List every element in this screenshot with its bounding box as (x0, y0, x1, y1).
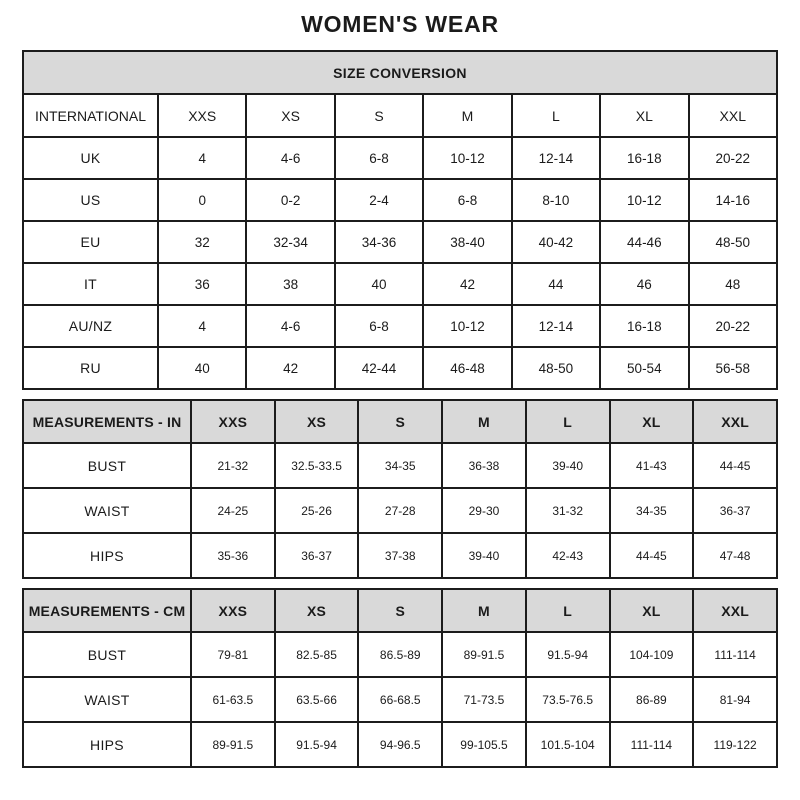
value-cell: 44-46 (600, 221, 688, 263)
column-header-xxl: XXL (693, 589, 777, 632)
value-cell: 39-40 (442, 533, 526, 578)
size-conversion-table (22, 50, 778, 390)
table-row-waist (23, 677, 777, 722)
measurements-in-header-label: MEASUREMENTS - IN (23, 400, 191, 443)
row-label: HIPS (23, 722, 191, 767)
column-header-xl: XL (610, 589, 694, 632)
row-label: IT (23, 263, 158, 305)
value-cell: 73.5-76.5 (526, 677, 610, 722)
column-header-s: S (335, 94, 423, 137)
value-cell: 40 (158, 347, 246, 389)
value-cell: 8-10 (512, 179, 600, 221)
measurements-cm-table (22, 588, 778, 768)
value-cell: 35-36 (191, 533, 275, 578)
value-cell: 89-91.5 (191, 722, 275, 767)
table-row-waist (23, 488, 777, 533)
value-cell: 86-89 (610, 677, 694, 722)
size-conversion-banner: SIZE CONVERSION (23, 51, 777, 94)
column-header-m: M (423, 94, 511, 137)
table-row-bust (23, 632, 777, 677)
column-header-l: L (512, 94, 600, 137)
value-cell: 63.5-66 (275, 677, 359, 722)
column-header-m: M (442, 589, 526, 632)
value-cell: 104-109 (610, 632, 694, 677)
value-cell: 82.5-85 (275, 632, 359, 677)
value-cell: 36 (158, 263, 246, 305)
value-cell: 6-8 (423, 179, 511, 221)
value-cell: 12-14 (512, 305, 600, 347)
value-cell: 4 (158, 137, 246, 179)
column-header-xxs: XXS (191, 400, 275, 443)
value-cell: 25-26 (275, 488, 359, 533)
column-header-xs: XS (275, 400, 359, 443)
table-header-row (23, 94, 777, 137)
row-label: EU (23, 221, 158, 263)
value-cell: 32-34 (246, 221, 334, 263)
value-cell: 79-81 (191, 632, 275, 677)
column-header-xxl: XXL (693, 400, 777, 443)
value-cell: 44 (512, 263, 600, 305)
value-cell: 0-2 (246, 179, 334, 221)
page-title: WOMEN'S WEAR (301, 11, 499, 37)
column-header-xxl: XXL (689, 94, 777, 137)
value-cell: 48-50 (689, 221, 777, 263)
column-header-xxs: XXS (191, 589, 275, 632)
value-cell: 36-37 (693, 488, 777, 533)
table-row-eu (23, 221, 777, 263)
value-cell: 0 (158, 179, 246, 221)
value-cell: 39-40 (526, 443, 610, 488)
value-cell: 91.5-94 (526, 632, 610, 677)
value-cell: 99-105.5 (442, 722, 526, 767)
value-cell: 42-44 (335, 347, 423, 389)
row-label: AU/NZ (23, 305, 158, 347)
row-label: BUST (23, 632, 191, 677)
value-cell: 50-54 (600, 347, 688, 389)
value-cell: 16-18 (600, 305, 688, 347)
value-cell: 6-8 (335, 137, 423, 179)
value-cell: 34-35 (610, 488, 694, 533)
value-cell: 12-14 (512, 137, 600, 179)
value-cell: 38-40 (423, 221, 511, 263)
row-label: RU (23, 347, 158, 389)
row-label: US (23, 179, 158, 221)
value-cell: 42 (246, 347, 334, 389)
value-cell: 21-32 (191, 443, 275, 488)
column-header-xs: XS (246, 94, 334, 137)
value-cell: 44-45 (610, 533, 694, 578)
value-cell: 111-114 (693, 632, 777, 677)
value-cell: 10-12 (423, 305, 511, 347)
row-label: HIPS (23, 533, 191, 578)
table-row-hips (23, 533, 777, 578)
value-cell: 81-94 (693, 677, 777, 722)
table-row-bust (23, 443, 777, 488)
value-cell: 36-38 (442, 443, 526, 488)
value-cell: 24-25 (191, 488, 275, 533)
value-cell: 32.5-33.5 (275, 443, 359, 488)
row-label: UK (23, 137, 158, 179)
value-cell: 89-91.5 (442, 632, 526, 677)
value-cell: 20-22 (689, 137, 777, 179)
value-cell: 10-12 (600, 179, 688, 221)
column-header-xs: XS (275, 589, 359, 632)
value-cell: 27-28 (358, 488, 442, 533)
value-cell: 20-22 (689, 305, 777, 347)
value-cell: 46-48 (423, 347, 511, 389)
row-label: BUST (23, 443, 191, 488)
value-cell: 41-43 (610, 443, 694, 488)
value-cell: 61-63.5 (191, 677, 275, 722)
value-cell: 91.5-94 (275, 722, 359, 767)
value-cell: 119-122 (693, 722, 777, 767)
value-cell: 37-38 (358, 533, 442, 578)
value-cell: 29-30 (442, 488, 526, 533)
value-cell: 111-114 (610, 722, 694, 767)
value-cell: 66-68.5 (358, 677, 442, 722)
table-banner-row (23, 51, 777, 94)
value-cell: 40-42 (512, 221, 600, 263)
value-cell: 4-6 (246, 305, 334, 347)
value-cell: 31-32 (526, 488, 610, 533)
table-row-au-nz (23, 305, 777, 347)
value-cell: 36-37 (275, 533, 359, 578)
value-cell: 56-58 (689, 347, 777, 389)
value-cell: 42-43 (526, 533, 610, 578)
measurements-in-table (22, 399, 778, 579)
value-cell: 16-18 (600, 137, 688, 179)
column-header-m: M (442, 400, 526, 443)
value-cell: 38 (246, 263, 334, 305)
table-row-uk (23, 137, 777, 179)
value-cell: 4-6 (246, 137, 334, 179)
value-cell: 34-36 (335, 221, 423, 263)
table-row-it (23, 263, 777, 305)
value-cell: 14-16 (689, 179, 777, 221)
value-cell: 32 (158, 221, 246, 263)
measurements-cm-header-label: MEASUREMENTS - CM (23, 589, 191, 632)
value-cell: 46 (600, 263, 688, 305)
value-cell: 10-12 (423, 137, 511, 179)
column-header-l: L (526, 400, 610, 443)
column-header-l: L (526, 589, 610, 632)
value-cell: 94-96.5 (358, 722, 442, 767)
row-label: WAIST (23, 677, 191, 722)
table-row-us (23, 179, 777, 221)
value-cell: 48-50 (512, 347, 600, 389)
size-conversion-header-label: INTERNATIONAL (23, 94, 158, 137)
column-header-xl: XL (610, 400, 694, 443)
value-cell: 2-4 (335, 179, 423, 221)
value-cell: 6-8 (335, 305, 423, 347)
column-header-xl: XL (600, 94, 688, 137)
value-cell: 47-48 (693, 533, 777, 578)
column-header-s: S (358, 589, 442, 632)
value-cell: 44-45 (693, 443, 777, 488)
value-cell: 101.5-104 (526, 722, 610, 767)
table-header-row (23, 400, 777, 443)
table-row-ru (23, 347, 777, 389)
row-label: WAIST (23, 488, 191, 533)
value-cell: 40 (335, 263, 423, 305)
table-header-row (23, 589, 777, 632)
value-cell: 34-35 (358, 443, 442, 488)
value-cell: 71-73.5 (442, 677, 526, 722)
table-row-hips (23, 722, 777, 767)
column-header-s: S (358, 400, 442, 443)
column-header-xxs: XXS (158, 94, 246, 137)
value-cell: 4 (158, 305, 246, 347)
value-cell: 86.5-89 (358, 632, 442, 677)
value-cell: 48 (689, 263, 777, 305)
value-cell: 42 (423, 263, 511, 305)
